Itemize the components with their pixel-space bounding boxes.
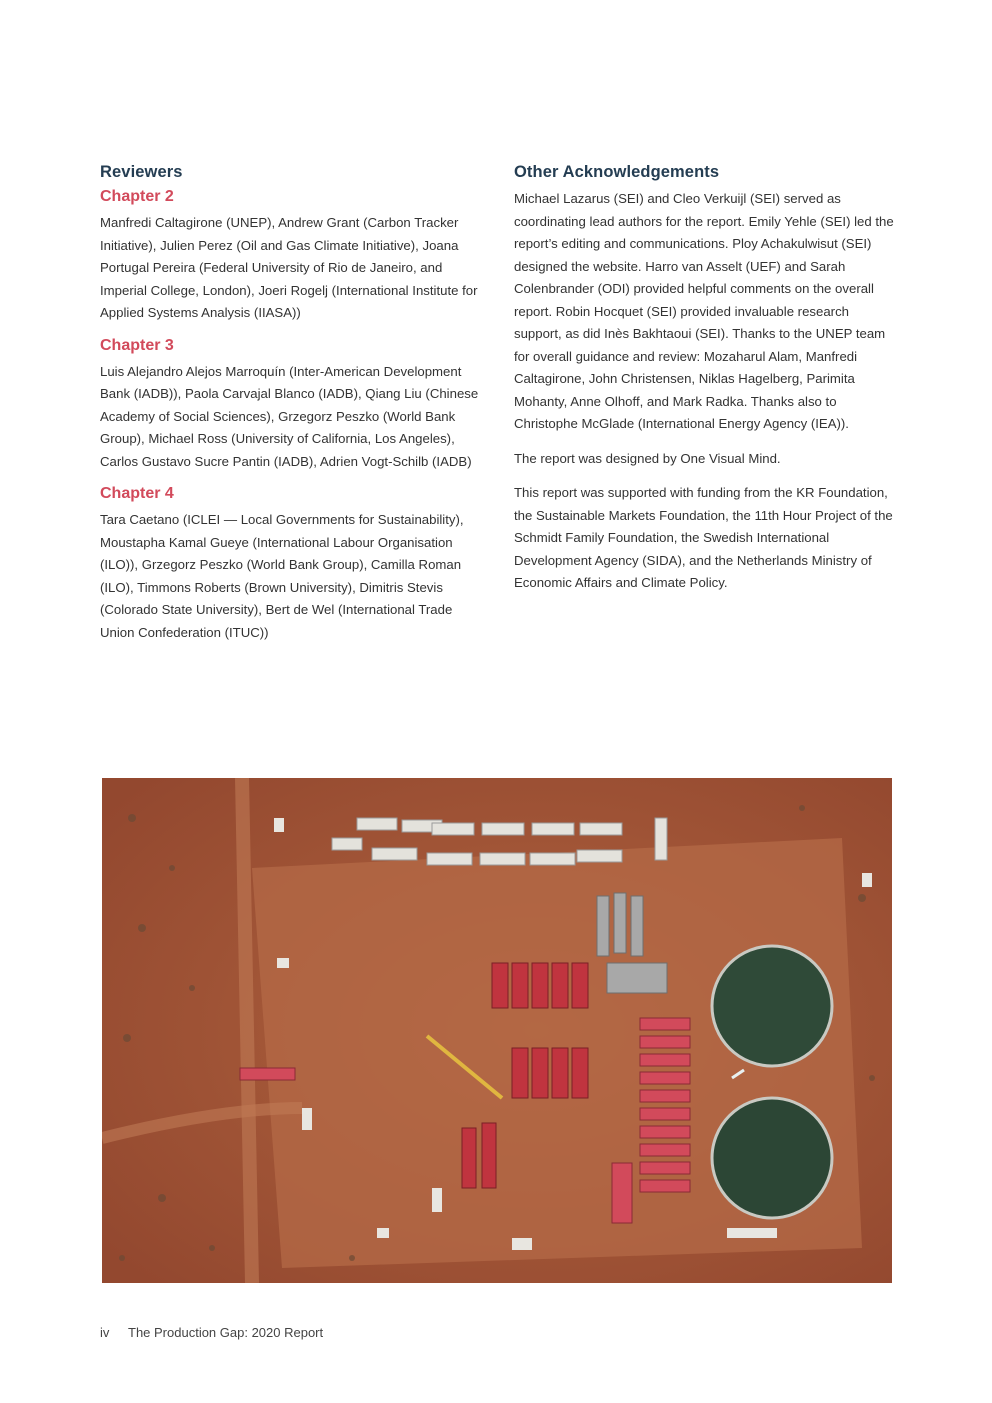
page-number: iv [100,1325,110,1340]
acknowledgements-paragraph-1: Michael Lazarus (SEI) and Cleo Verkuijl (SEI) served as coordinating lead authors for the report. Emily Yehle (SEI) led the report’s editing and communications. Ploy Achakulwisut (SEI) designed the website. Harro van Asselt (UEF) and Sarah Colenbrander (ODI) provided helpful comments on the overall report. Robin Hocquet (SEI) provided invaluable research support, as did Inès Bakhtaoui (SEI). Thanks to the UNEP team for overall guidance and review: Mozaharul Alam, Manfredi Caltagirone, John Christensen, Niklas Hagelberg, Parimita Mohanty, Anne Olhoff, and Mark Radka. Thanks also to Christophe McGlade (International Energy Agency (IEA)). [514,191,894,431]
chapter-2-title: Chapter 2 [100,188,174,205]
acknowledgements-paragraph-2: The report was designed by One Visual Mind. [514,450,781,466]
chapter-3-reviewers: Luis Alejandro Alejos Marroquín (Inter-American Development Bank (IADB)), Paola Carvajal Blanco (IADB), Qiang Liu (Chinese Academy of Social Sciences), Grzegorz Peszko (World Bank Group), Michael Ross (University of California, Los Angeles), Carlos Gustavo Sucre Pantin (IADB), Adrien Vogt-Schilb (IADB) [100,363,479,469]
acknowledgements-paragraph-3: This report was supported with funding from the KR Foundation, the Sustainable Markets Foundation, the 11th Hour Project of the Schmidt Family Foundation, the Swedish International Development Agency (SIDA), and the Netherlands Ministry of Economic Affairs and Climate Policy. [514,485,893,590]
report-title: The Production Gap: 2020 Report [128,1325,324,1340]
aerial-oil-site-photo [102,778,892,1283]
aerial-photo-illustration [102,778,892,1283]
chapter-4-title: Chapter 4 [100,485,174,502]
page-footer [100,1325,323,1340]
chapter-3-title: Chapter 3 [100,336,174,354]
chapter-2-reviewers: Manfredi Caltagirone (UNEP), Andrew Grant (Carbon Tracker Initiative), Julien Perez (Oil and Gas Climate Initiative), Joana Portugal Pereira (Federal University of Rio de Janeiro, and Imperial College, London), Joeri Rogelj (International Institute for Applied Systems Analysis (IIASA)) [100,215,478,320]
reviewers-column [100,163,480,656]
chapter-4-reviewers: Tara Caetano (ICLEI — Local Governments for Sustainability), Moustapha Kamal Gueye (International Labour Organisation (ILO)), Grzegorz Peszko (World Bank Group), Camilla Roman (ILO), Timmons Roberts (Brown University), Dimitris Stevis (Colorado State University), Bert de Wel (International Trade Union Confederation (ITUC)) [100,512,464,640]
acknowledgements-column [514,163,894,607]
reviewers-heading: Reviewers [100,163,183,181]
acknowledgements-heading: Other Acknowledgements [514,163,720,181]
water-pit-upper [712,946,832,1066]
water-pit-lower [712,1098,832,1218]
